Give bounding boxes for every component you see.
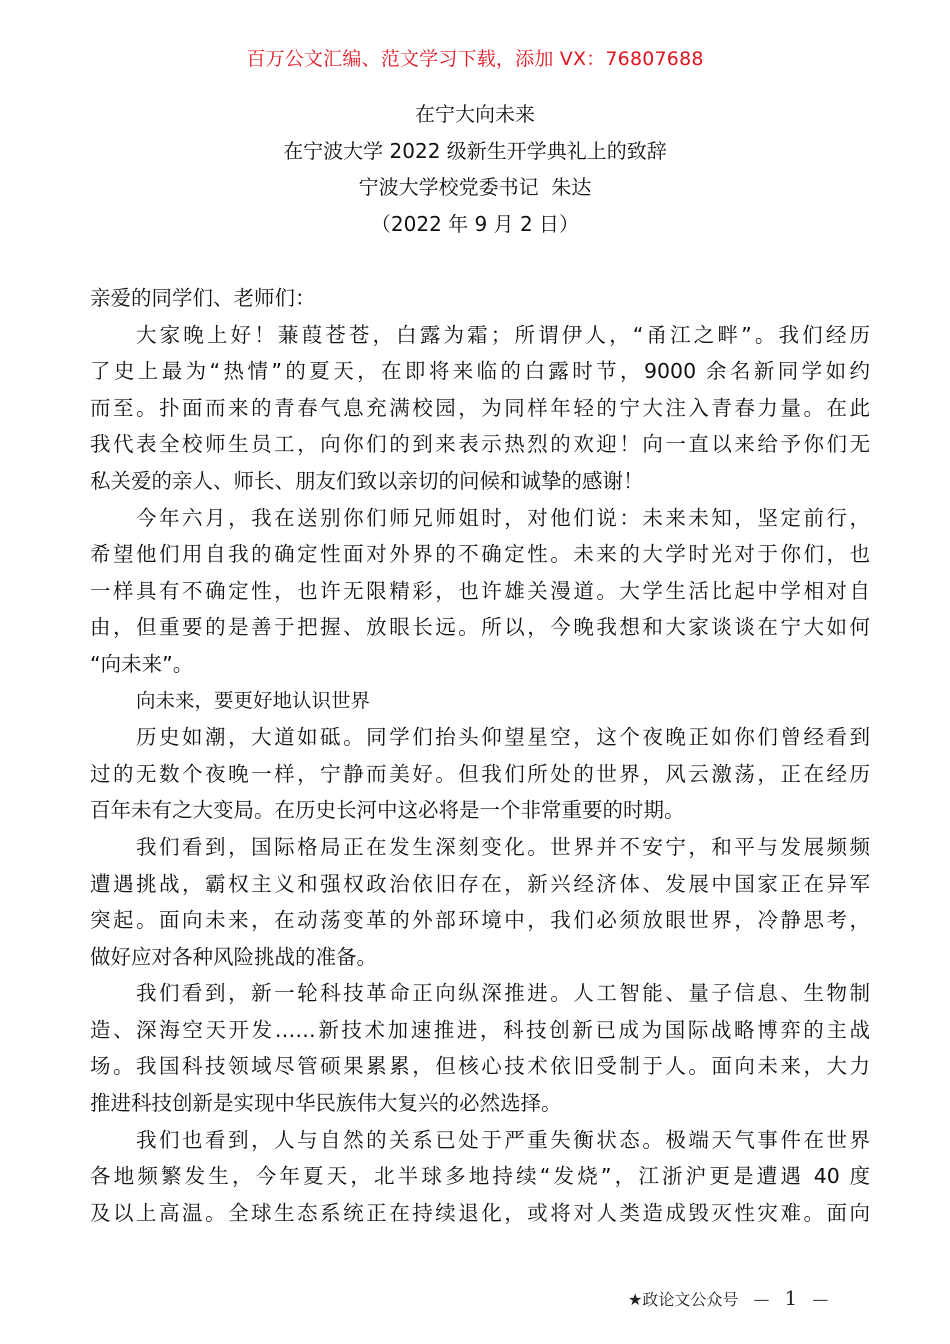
paragraph-line: 了史上最为“热情”的夏天，在即将来临的白露时节，9000 余名新同学如约 bbox=[90, 359, 870, 384]
footer-dash-left: — bbox=[753, 1290, 770, 1309]
speaker-line: 宁波大学校党委书记 朱达 bbox=[358, 175, 592, 199]
paragraph-line: 希望他们用自我的确定性面对外界的不确定性。未来的大学时光对于你们，也 bbox=[90, 542, 870, 567]
paragraph-line: 及以上高温。全球生态系统正在持续退化，或将对人类造成毁灭性灾难。面向 bbox=[90, 1200, 870, 1225]
paragraph-line: 过的无数个夜晚一样，宁静而美好。但我们所处的世界，风云激荡，正在经历 bbox=[90, 761, 870, 786]
page-number: 1 bbox=[784, 1286, 798, 1310]
paragraph-line: 做好应对各种风险挑战的准备。 bbox=[90, 944, 377, 969]
page-subtitle: 在宁波大学 2022 级新生开学典礼上的致辞 bbox=[283, 138, 667, 163]
footer-dash-right: — bbox=[812, 1290, 829, 1309]
date-line: （2022 年 9 月 2 日） bbox=[370, 211, 580, 236]
paragraph-line: 场。我国科技领域尽管硕果累累，但核心技术依旧受制于人。面向未来，大力 bbox=[90, 1054, 870, 1079]
document-body bbox=[90, 280, 870, 1231]
paragraph-line: 百年未有之大变局。在历史长河中这必将是一个非常重要的时期。 bbox=[90, 798, 685, 823]
page-footer bbox=[628, 1286, 828, 1312]
paragraph-line: 遭遇挑战，霸权主义和强权政治依旧存在，新兴经济体、发展中国家正在异军 bbox=[90, 871, 870, 896]
salutation: 亲爱的同学们、老师们： bbox=[90, 286, 316, 310]
paragraph-line: 一样具有不确定性，也许无限精彩，也许雄关漫道。大学生活比起中学相对自 bbox=[90, 578, 870, 603]
paragraph-line: 推进科技创新是实现中华民族伟大复兴的必然选择。 bbox=[90, 1091, 562, 1116]
paragraph-line: 我代表全校师生员工，向你们的到来表示热烈的欢迎！向一直以来给予你们无 bbox=[90, 432, 870, 457]
paragraph-line: 由，但重要的是善于把握、放眼长远。所以，今晚我想和大家谈谈在宁大如何 bbox=[90, 615, 870, 640]
paragraph-line: 我们看到，新一轮科技革命正向纵深推进。人工智能、量子信息、生物制 bbox=[136, 981, 870, 1006]
paragraph-line: 而至。扑面而来的青春气息充满校园，为同样年轻的宁大注入青春力量。在此 bbox=[90, 395, 870, 420]
paragraph-line: 各地频繁发生，今年夏天，北半球多地持续“发烧”，江浙沪更是遭遇 40 度 bbox=[90, 1164, 870, 1189]
paragraph-line: 今年六月，我在送别你们师兄师姐时，对他们说：未来未知，坚定前行， bbox=[136, 505, 870, 530]
paragraph-line: 我们也看到，人与自然的关系已处于严重失衡状态。极端天气事件在世界 bbox=[136, 1127, 870, 1152]
paragraph-line: 历史如潮，大道如砥。同学们抬头仰望星空，这个夜晚正如你们曾经看到 bbox=[136, 725, 870, 750]
paragraph-line: 突起。面向未来，在动荡变革的外部环境中，我们必须放眼世界，冷静思考， bbox=[90, 908, 870, 933]
paragraph-line: “向未来”。 bbox=[90, 651, 194, 676]
section-heading: 向未来，要更好地认识世界 bbox=[136, 688, 371, 712]
paragraph-line: 私关爱的亲人、师长、朋友们致以亲切的问候和诚挚的感谢！ bbox=[90, 468, 644, 493]
page-title: 在宁大向未来 bbox=[415, 102, 535, 126]
paragraph-line: 大家晚上好！蒹葭苍苍，白露为霜；所谓伊人，“甬江之畔”。我们经历 bbox=[136, 322, 870, 347]
footer-source: ★政论文公众号 bbox=[628, 1290, 739, 1309]
promo-banner: 百万公文汇编、范文学习下载，添加 VX：76807688 bbox=[246, 48, 704, 70]
paragraph-line: 我们看到，国际格局正在发生深刻变化。世界并不安宁，和平与发展频频 bbox=[136, 834, 870, 859]
title-block bbox=[0, 96, 950, 242]
paragraph-line: 造、深海空天开发……新技术加速推进，科技创新已成为国际战略博弈的主战 bbox=[90, 1017, 870, 1042]
